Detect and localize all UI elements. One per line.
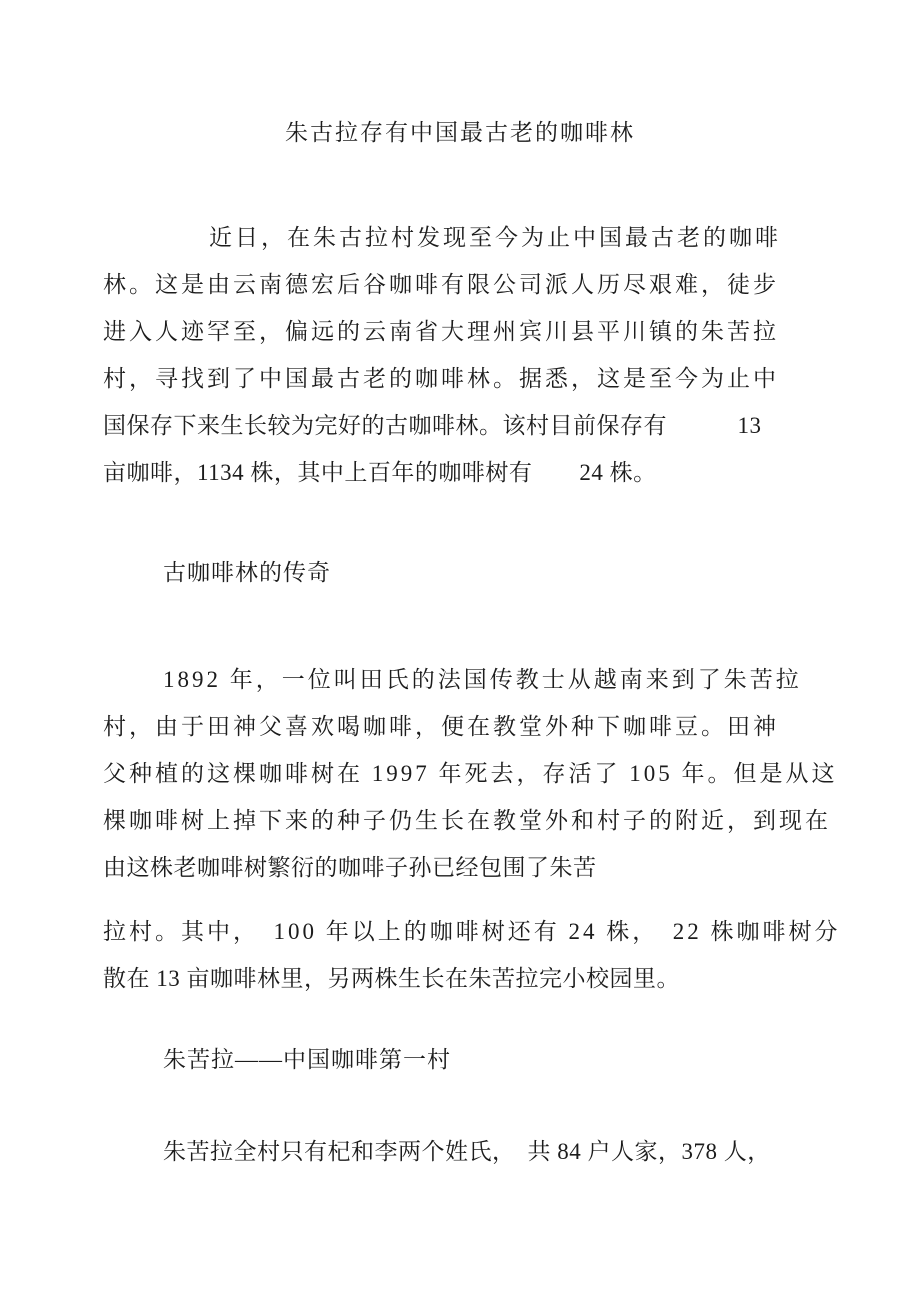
text-line: 进入人迹罕至，偏远的云南省大理州宾川县平川镇的朱苦拉 xyxy=(103,319,779,344)
paragraph-2a xyxy=(103,656,838,891)
text-line: 林。这是由云南德宏后谷咖啡有限公司派人历尽艰难，徒步 xyxy=(103,272,779,297)
text-line: 朱苦拉全村只有杞和李两个姓氏， 共 84 户人家，378 人， xyxy=(163,1139,771,1164)
text-line: 村，寻找到了中国最古老的咖啡林。据悉，这是至今为止中 xyxy=(103,366,779,391)
section-heading-first-village: 朱苦拉——中国咖啡第一村 xyxy=(163,1047,451,1072)
paragraph-2b xyxy=(103,908,841,1002)
text-line: 近日，在朱古拉村发现至今为止中国最古老的咖啡 xyxy=(209,225,781,250)
text-line: 1892 年，一位叫田氏的法国传教士从越南来到了朱苦拉 xyxy=(163,667,802,692)
text-line: 由这株老咖啡树繁衍的咖啡子孙已经包围了朱苦 xyxy=(103,855,597,880)
text-line: 村，由于田神父喜欢喝咖啡，便在教堂外种下咖啡豆。田神 xyxy=(103,714,779,739)
text-line: 国保存下来生长较为完好的古咖啡林。该村目前保存有 13 xyxy=(103,413,762,438)
document-title: 朱古拉存有中国最古老的咖啡林 xyxy=(285,120,635,145)
document-content xyxy=(103,0,841,1175)
text-line: 亩咖啡，1134 株，其中上百年的咖啡树有 24 株。 xyxy=(103,460,657,485)
section-heading-legend: 古咖啡林的传奇 xyxy=(163,560,331,585)
text-line: 父种植的这棵咖啡树在 1997 年死去，存活了 105 年。但是从这 xyxy=(103,761,838,786)
text-line: 棵咖啡树上掉下来的种子仍生长在教堂外和村子的附近，到现在 xyxy=(103,808,831,833)
text-line: 散在 13 亩咖啡林里，另两株生长在朱苦拉完小校园里。 xyxy=(103,966,680,991)
text-line: 拉村。其中， 100 年以上的咖啡树还有 24 株， 22 株咖啡树分 xyxy=(103,919,841,944)
paragraph-1 xyxy=(103,214,817,496)
paragraph-3 xyxy=(103,1128,817,1175)
